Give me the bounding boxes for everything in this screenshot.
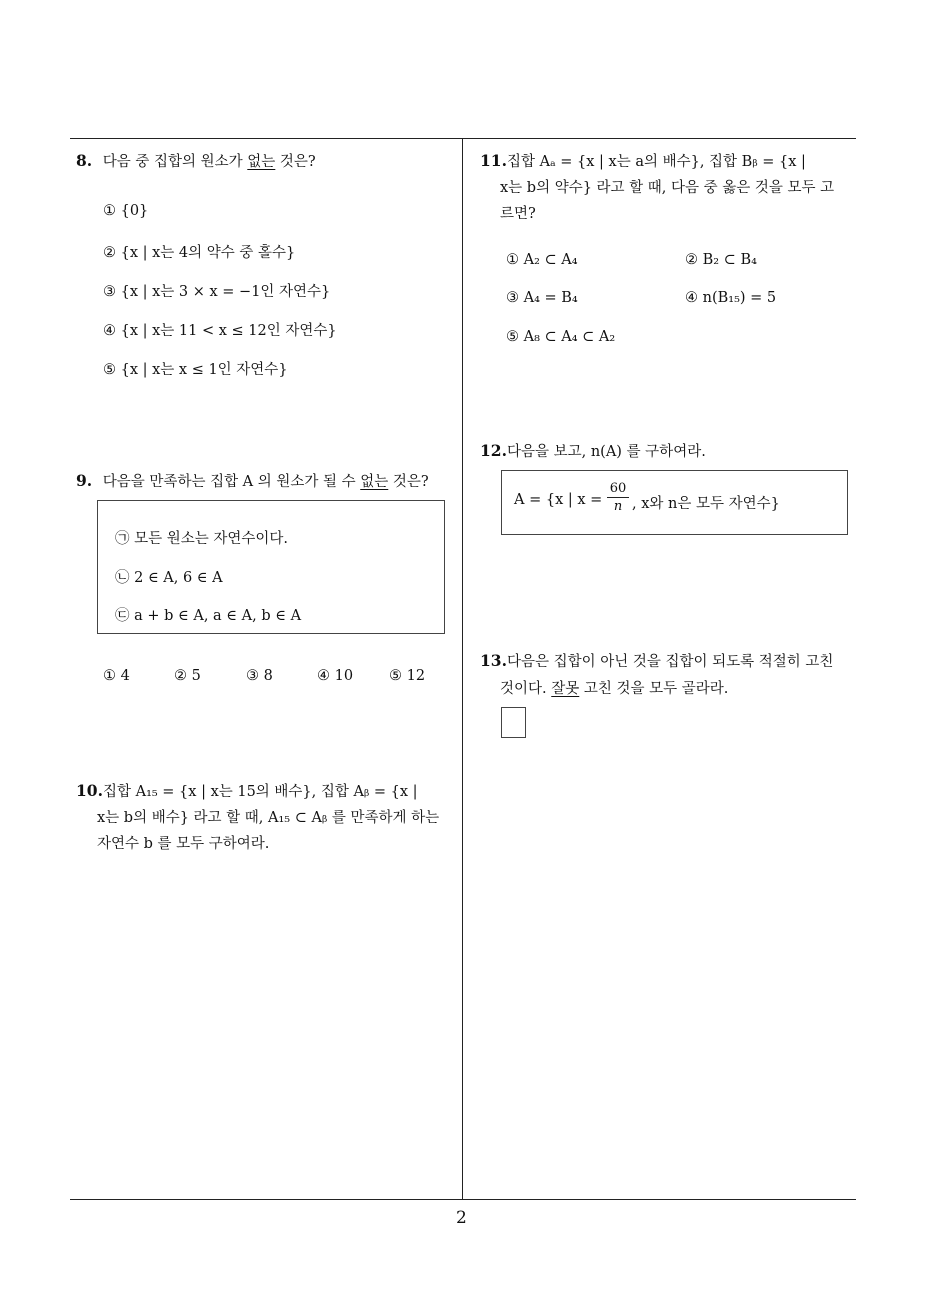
question-text: 다음 중 집합의 원소가 (102, 154, 248, 170)
bottom-rule (70, 1199, 856, 1200)
question-11-line-1 (480, 150, 806, 171)
question-8-stem (76, 150, 316, 171)
question-number: 11. (480, 151, 507, 170)
q11-choice-4[interactable]: ④ n(B₁₅) = 5 (685, 290, 777, 306)
question-10-line-3: 자연수 b 를 모두 구하여라. (97, 836, 270, 852)
q11-choice-1[interactable]: ① A₂ ⊂ A₄ (506, 252, 578, 268)
question-text: 집합 A₁₅ = {x | x는 15의 배수}, 집합 Aᵦ = {x | (102, 784, 418, 800)
column-divider (462, 138, 463, 1200)
fraction-numerator: 60 (609, 481, 627, 496)
condition-3: ㉢ a + b ∈ A, a ∈ A, b ∈ A (115, 608, 302, 624)
q9-choice-2[interactable]: ② 5 (174, 668, 201, 684)
question-number: 13. (480, 651, 507, 670)
question-number: 8. (76, 151, 93, 170)
q11-choice-5[interactable]: ⑤ A₈ ⊂ A₄ ⊂ A₂ (506, 329, 616, 345)
question-text: 다음을 보고, n(A) 를 구하여라. (506, 444, 706, 460)
question-12-stem (480, 440, 706, 461)
q9-choice-4[interactable]: ④ 10 (317, 668, 354, 684)
q8-choice-5[interactable]: ⑤ {x | x는 x ≤ 1인 자연수} (103, 362, 288, 378)
question-number: 9. (76, 471, 93, 490)
emphasis-underline: 없는 (360, 474, 389, 490)
set-definition-lhs: A = {x | x = (514, 492, 603, 508)
question-number: 10. (76, 781, 103, 800)
page-number: 2 (456, 1208, 467, 1228)
condition-2: ㉡ 2 ∈ A, 6 ∈ A (115, 570, 223, 586)
question-9-stem (76, 470, 429, 491)
q8-choice-4[interactable]: ④ {x | x는 11 < x ≤ 12인 자연수} (103, 323, 337, 339)
question-text: 것이다. (500, 681, 552, 697)
q11-choice-3[interactable]: ③ A₄ = B₄ (506, 290, 578, 306)
missing-image-placeholder (501, 707, 526, 738)
question-11-line-2: x는 b의 약수} 라고 할 때, 다음 중 옳은 것을 모두 고 (500, 180, 835, 196)
q9-choice-3[interactable]: ③ 8 (246, 668, 273, 684)
q9-choice-5[interactable]: ⑤ 12 (389, 668, 426, 684)
question-text: 집합 Aₐ = {x | x는 a의 배수}, 집합 Bᵦ = {x | (506, 154, 806, 170)
question-number: 12. (480, 441, 507, 460)
question-13-line-2 (500, 677, 728, 698)
question-10-line-1 (76, 780, 418, 801)
fraction (606, 480, 630, 515)
q9-choice-1[interactable]: ① 4 (103, 668, 130, 684)
question-text: 다음을 만족하는 집합 A 의 원소가 될 수 (102, 474, 361, 490)
q8-choice-1[interactable]: ① {0} (103, 203, 149, 219)
question-text-end: 고친 것을 모두 골라라. (579, 681, 729, 697)
question-10-line-2: x는 b의 배수} 라고 할 때, A₁₅ ⊂ Aᵦ 를 만족하게 하는 (97, 810, 440, 826)
emphasis-underline: 없는 (247, 154, 276, 170)
set-definition-rhs: , x와 n은 모두 자연수} (632, 496, 780, 512)
emphasis-underline: 잘못 (551, 681, 580, 697)
question-13-line-1 (480, 650, 833, 671)
q11-choice-2[interactable]: ② B₂ ⊂ B₄ (685, 252, 757, 268)
question-11-line-3: 르면? (500, 206, 536, 222)
fraction-denominator: n (613, 499, 623, 514)
q8-choice-2[interactable]: ② {x | x는 4의 약수 중 홀수} (103, 245, 296, 261)
condition-1: ㉠ 모든 원소는 자연수이다. (115, 531, 289, 547)
question-text-end: 것은? (275, 154, 316, 170)
q8-choice-3[interactable]: ③ {x | x는 3 × x = −1인 자연수} (103, 284, 331, 300)
question-text: 다음은 집합이 아닌 것을 집합이 되도록 적절히 고친 (506, 654, 834, 670)
question-text-end: 것은? (388, 474, 429, 490)
